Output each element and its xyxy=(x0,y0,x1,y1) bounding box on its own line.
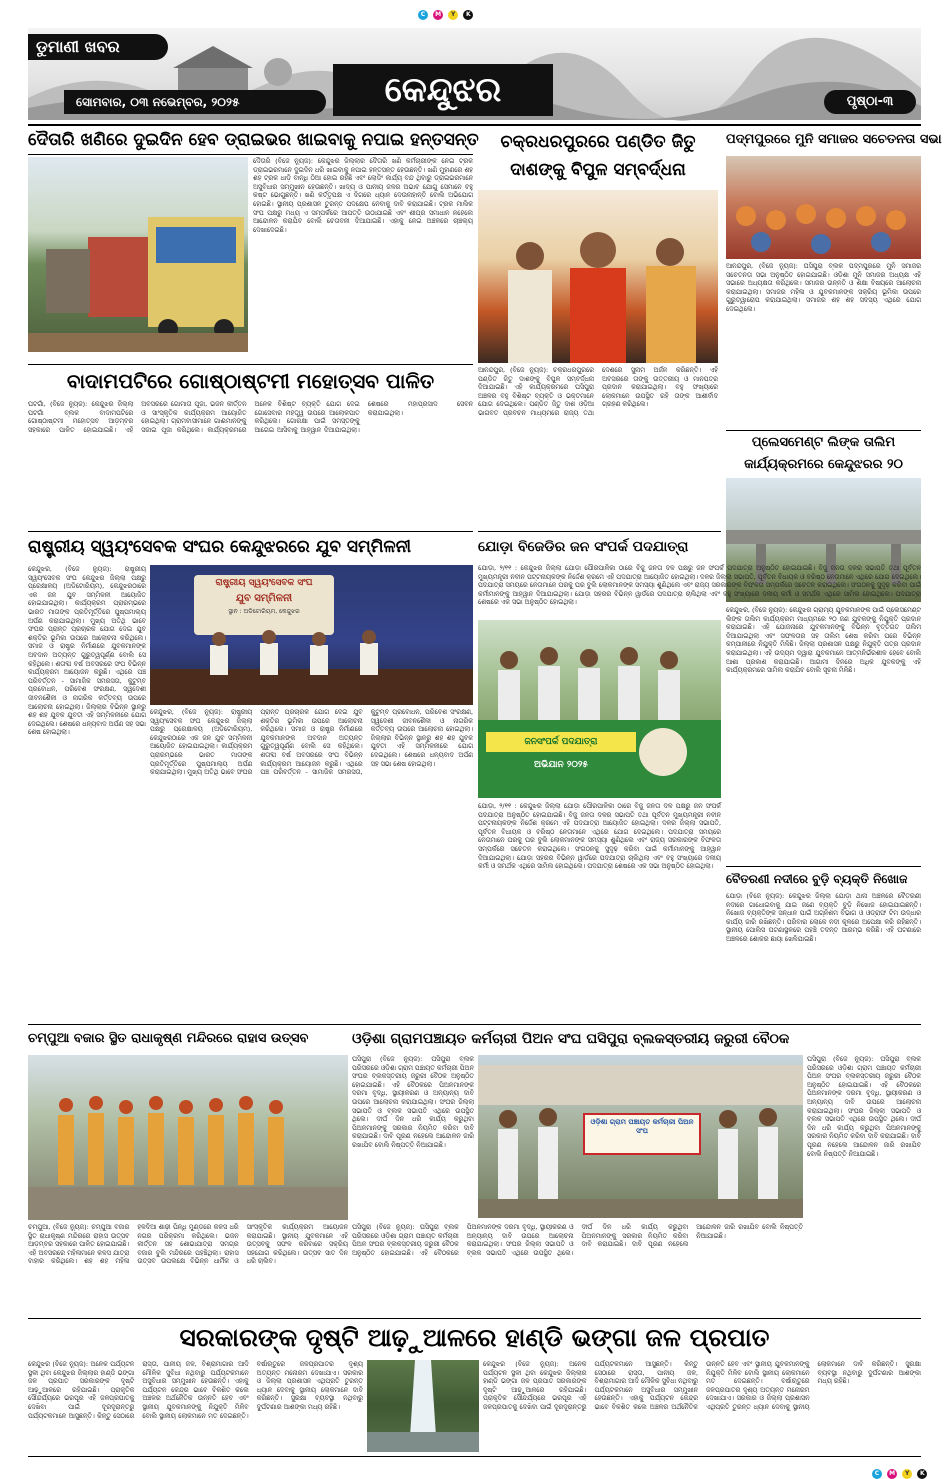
rule-a11-top xyxy=(28,1318,921,1319)
section-title: କେନ୍ଦୁଝର xyxy=(333,64,553,116)
headline-a1: ଦୈତାରି ଖଣିରେ ଦୁଇଦିନ ହେବ ଡ୍ରାଇଭର ଖାଇବାକୁ ନପାଇ ହନ୍ତସନ୍ତ xyxy=(28,130,479,150)
article-a8-body: ଯୋଡ଼ା (ବିଜେ ନ୍ୟୁଜ): କେନ୍ଦୁଝର ଜିଲ୍ଲା ଯୋଡ଼ା ଥାନା ଅଞ୍ଚଳରେ ବୈତରଣୀ ନଦୀରେ ଗାଧୋଇବାକୁ ଯାଇ ଜଣେ ବ୍ୟକ୍ତି ବୁଡ଼ି ନିଖୋଜ ହୋଇଯାଇଛନ୍ତି। ନିଖୋଜ ବ୍ୟକ୍ତିଙ୍କ ସନ୍ଧାନ ପାଇଁ ଅଗ୍ନିଶମ ବିଭାଗ ଓ ଓଡ୍ରାଫ ଟିମ ଉଦ୍ଧାର କାର୍ଯ୍ୟ ଜାରି ରଖିଛନ୍ତି। ପରିବାର ଲୋକେ ନଦୀ କୂଳରେ ଅପେକ୍ଷା କରି ରହିଛନ୍ତି। ସ୍ଥାନୀୟ ପୋଲିସ ଘଟଣାସ୍ଥଳରେ ପହଞ୍ଚି ତଦନ୍ତ ଆରମ୍ଭ କରିଛି। ଏହି ଘଟଣାରେ ଅଞ୍ଚଳରେ ଶୋକର ଛାୟା ଖେଳିଯାଇଛି। xyxy=(726,892,921,943)
cmyk-dot-c: C xyxy=(418,10,428,20)
footer-rule xyxy=(28,1456,921,1457)
cmyk-registration-bottom xyxy=(872,1460,927,1479)
article-a9-body: ଚମ୍ପୁଆ, (ବିଜେ ନ୍ୟୁଜ): ଚମ୍ପୁଆ ବଜାର ସ୍ଥିତ ରାଧାକୃଷ୍ଣ ମନ୍ଦିରରେ ରାହାସ ଉତ୍ସବ ଆଡ଼ମ୍ବର ସହକାରେ ପାଳିତ ହୋଇଯାଇଛି। ଏହି ଅବସରରେ ମହିଳାମାନେ କଳସ ଯାତ୍ରା ବାହାର କରିଥିଲେ। ଶହ ଶହ ମହିଳା ହଳଦିଆ ଶାଢ଼ୀ ପିନ୍ଧି ମୁଣ୍ଡରେ କଳସ ଧରି ନଗର ପରିକ୍ରମା କରିଥିଲେ। ଭଜନ କୀର୍ତ୍ତନ ସହ ଶୋଭାଯାତ୍ରା ସମଗ୍ର ବଜାର ବୁଲି ମନ୍ଦିରରେ ପହଞ୍ଚିଥିଲା। ରାହାସ ଉତ୍ସବ ଉପଲକ୍ଷେ ବିଭିନ୍ନ ଧାର୍ମିକ ଓ ସାଂସ୍କୃତିକ କାର୍ଯ୍ୟକ୍ରମ ଆୟୋଜନ କରାଯାଇଛି। ସ୍ଥାନୀୟ ଯୁବକମାନେ ଏହି ଉତ୍ସବକୁ ସଫଳ କରିବାରେ ସକ୍ରିୟ ସହଯୋଗ କରିଥିଲେ। ଉତ୍ସବ ସାତ ଦିନ ଧରି ଚାଲିବ। xyxy=(28,1223,348,1266)
cmyk-dot-y-bottom: Y xyxy=(902,1469,912,1479)
headline-a4: ବାଦାମପଟିରେ ଗୋଷ୍ଠାଷ୍ଟମୀ ମହୋତ୍ସବ ପାଳିତ xyxy=(66,369,435,393)
rule-a1 xyxy=(28,154,473,155)
article-a10-body-col3: ଘସିପୁରା (ବିଜେ ନ୍ୟୁଜ): ଘସିପୁରା ବ୍ଲକ ପରିସରରେ ଓଡ଼ିଶା ଗ୍ରାମ ପଞ୍ଚାୟତ କର୍ମଚାରୀ ପିଅନ ସଂଘର ବ୍ଲକସ୍ତରୀୟ ଜରୁରୀ ବୈଠକ ଅନୁଷ୍ଠିତ ହୋଇଯାଇଛି। ଏହି ବୈଠକରେ ପିଅନମାନଙ୍କ ଦରମା ବୃଦ୍ଧି, ସ୍ଥାୟୀକରଣ ଓ ଅନ୍ୟାନ୍ୟ ଦାବି ଉପରେ ଆଲୋଚନା କରାଯାଇଥିଲା। ସଂଘର ଜିଲ୍ଲା ସଭାପତି ଓ ବ୍ଲକ ସଭାପତି ଏଥିରେ ଉପସ୍ଥିତ ଥିଲେ। ଦୀର୍ଘ ଦିନ ଧରି କାର୍ଯ୍ୟ କରୁଥିବା ପିଅନମାନଙ୍କୁ ସରକାର ନିୟମିତ କରିବା ଦାବି କରାଯାଇଛି। ଦାବି ପୂରଣ ନହେଲେ ଆନ୍ଦୋଳନ ଜାରି ରଖାଯିବ ବୋଲି ନିଷ୍ପତ୍ତି ନିଆଯାଇଛି। xyxy=(807,1055,921,1158)
headline-a7: ଯୋଡ଼ା ବିଜେଡିର ଜନ ସଂପର୍କ ପଦଯାତ୍ରା xyxy=(478,539,689,555)
peon-union-meeting-photo xyxy=(478,1055,803,1218)
article-a10-body-col1: ଘସିପୁରା (ବିଜେ ନ୍ୟୁଜ): ଘସିପୁରା ବ୍ଲକ ପରିସରରେ ଓଡ଼ିଶା ଗ୍ରାମ ପଞ୍ଚାୟତ କର୍ମଚାରୀ ପିଅନ ସଂଘର ବ୍ଲକସ୍ତରୀୟ ଜରୁରୀ ବୈଠକ ଅନୁଷ୍ଠିତ ହୋଇଯାଇଛି। ଏହି ବୈଠକରେ ପିଅନମାନଙ୍କ ଦରମା ବୃଦ୍ଧି, ସ୍ଥାୟୀକରଣ ଓ ଅନ୍ୟାନ୍ୟ ଦାବି ଉପରେ ଆଲୋଚନା କରାଯାଇଥିଲା। ସଂଘର ଜିଲ୍ଲା ସଭାପତି ଓ ବ୍ଲକ ସଭାପତି ଏଥିରେ ଉପସ୍ଥିତ ଥିଲେ। ଦୀର୍ଘ ଦିନ ଧରି କାର୍ଯ୍ୟ କରୁଥିବା ପିଅନମାନଙ୍କୁ ସରକାର ନିୟମିତ କରିବା ଦାବି କରାଯାଇଛି। ଦାବି ପୂରଣ ନହେଲେ ଆନ୍ଦୋଳନ ଜାରି ରଖାଯିବ ବୋଲି ନିଷ୍ପତ୍ତି ନିଆଯାଇଛି। xyxy=(352,1055,474,1149)
article-a5-body: କେନ୍ଦୁଝର, (ବିଜେ ନ୍ୟୁଜ): କେନ୍ଦୁଝର ଗ୍ରାମ୍ୟ ଯୁବକମାନଙ୍କ ପାଇଁ ପ୍ଲେସମେଣ୍ଟ ଲିଙ୍କ ତାଲିମ କାର୍ଯ୍ୟକ୍ରମ ମାଧ୍ୟମରେ ୨୦ ଜଣ ଯୁବକଙ୍କୁ ନିଯୁକ୍ତି ପ୍ରଦାନ କରାଯାଇଛି। ଏହି ଯୋଜନାରେ ଯୁବକମାନଙ୍କୁ ବିଭିନ୍ନ ବୃତ୍ତିଗତ ତାଲିମ ଦିଆଯାଇଥିଲା ଏବଂ ସଫଳତାର ସହ ତାଲିମ ଶେଷ କରିବା ପରେ ବିଭିନ୍ନ କମ୍ପାନୀରେ ନିଯୁକ୍ତି ମିଳିଛି। ଜିଲ୍ଲା ପ୍ରଶାସନ ପକ୍ଷରୁ ନିଯୁକ୍ତି ପତ୍ର ପ୍ରଦାନ କରାଯାଇଥିଲା। ଏହି ଉଦ୍ୟମ ଦ୍ୱାରା ଯୁବକମାନେ ଆତ୍ମନିର୍ଭରଶୀଳ ହେବେ ବୋଲି ଆଶା ପ୍ରକାଶ କରାଯାଇଛି। ଆଗାମୀ ଦିନରେ ଅଧିକ ଯୁବକଙ୍କୁ ଏହି କାର୍ଯ୍ୟକ୍ରମରେ ସାମିଲ କରାଯିବ ବୋଲି ସୂଚନା ମିଳିଛି। xyxy=(726,606,921,675)
article-a6-body-col1: କେନ୍ଦୁଝର, (ବିଜେ ନ୍ୟୁଜ): ରାଷ୍ଟ୍ରୀୟ ସ୍ୱୟଂସେବକ ସଂଘ କେନ୍ଦୁଝର ଜିଲ୍ଲା ପକ୍ଷରୁ ପ୍ରେକ୍ଷାଳୟ (ଅଡିଟୋରିୟମ), କେନ୍ଦୁଝରଠାରେ ଏକ ଜନ ଯୁବ ସମ୍ମିଳନୀ ଆୟୋଜିତ ହୋଇଯାଇଥିଲା। କାର୍ଯ୍ୟକ୍ରମ ପ୍ରାରମ୍ଭରେ ଭାରତ ମାତାଙ୍କ ପ୍ରତିମୂର୍ତ୍ତିରେ ପୁଷ୍ପମାଲ୍ୟ ଅର୍ପଣ କରାଯାଇଥିଲା। ମୁଖ୍ୟ ଅତିଥି ଭାବେ ସଂଘର ପ୍ରାନ୍ତ ପ୍ରଚାରକ ଯୋଗ ଦେଇ ଯୁବ ଶକ୍ତିର ଭୂମିକା ଉପରେ ଆଲୋଚନା କରିଥିଲେ। ସମାଜ ଓ ରାଷ୍ଟ୍ର ନିର୍ମାଣରେ ଯୁବକମାନଙ୍କ ଅବଦାନ ଅତ୍ୟନ୍ତ ଗୁରୁତ୍ୱପୂର୍ଣ୍ଣ ବୋଲି ସେ କହିଥିଲେ। ଶତାବ୍ଦୀ ବର୍ଷ ଅବସରରେ ସଂଘ ବିଭିନ୍ନ କାର୍ଯ୍ୟକ୍ରମ ଆୟୋଜନ କରୁଛି। ଏଥିରେ ପଞ୍ଚ ପରିବର୍ତ୍ତନ - ସାମାଜିକ ସମରସତା, କୁଟୁମ୍ବ ପ୍ରବୋଧନ, ପରିବେଶ ସଂରକ୍ଷଣ, ସ୍ୱଦେଶୀ ଜୀବନଶୈଳୀ ଓ ନାଗରିକ କର୍ତ୍ତବ୍ୟ ଉପରେ ଆଲୋଚନା ହୋଇଥିଲା। ଜିଲ୍ଲାର ବିଭିନ୍ନ ସ୍ଥାନରୁ ଶହ ଶହ ଯୁବକ ଯୁବତୀ ଏହି ସମ୍ମିଳନୀରେ ଯୋଗ ଦେଇଥିଲେ। ଶେଷରେ ଧନ୍ୟବାଦ ଅର୍ପଣ ସହ ସଭା ଶେଷ ହୋଇଥିଲା। xyxy=(28,565,146,737)
rule-a5-top xyxy=(726,430,921,431)
padayatra-banner-sub: ଅଭିଯାନ ୨୦୨୫ xyxy=(534,760,588,770)
peon-union-banner: ଓଡ଼ିଶା ଗ୍ରାମ ପଞ୍ଚାୟତ କର୍ମଚାରୀ ପିଅନ ସଂଘ xyxy=(583,1113,701,1155)
article-a3-body: ଆନନ୍ଦପୁର, (ବିଜେ ନ୍ୟୁଜ): ଘସିପୁରା ବ୍ଲକ ପଦ୍ମପୁରରେ ମୁନି ସମାଜର ସଚେତନତା ସଭା ଅନୁଷ୍ଠିତ ହୋଇଯାଇଛି। ଓଡ଼ିଶା ମୁନି ସମାଜର ଅଧ୍ୟକ୍ଷ ଏହି ସଭାରେ ଅଧ୍ୟକ୍ଷତା କରିଥିଲେ। ସମାଜର ଉନ୍ନତି ଓ ଶିକ୍ଷା ବିଷୟରେ ଆଲୋଚନା କରାଯାଇଥିଲା। ସମାଜର ମହିଳା ଓ ଯୁବକମାନଙ୍କ ସକ୍ରିୟ ଭୂମିକା ଉପରେ ଗୁରୁତ୍ୱାରୋପ କରାଯାଇଥିଲା। ସମାଜର ଶହ ଶହ ସଦସ୍ୟ ଏଥିରେ ଯୋଗ ଦେଇଥିଲେ। xyxy=(726,262,921,313)
headline-a10: ଓଡ଼ିଶା ଗ୍ରାମପଞ୍ଚାୟତ କର୍ମଚାରୀ ପିଅନ ସଂଘ ଘସିପୁରା ବ୍ଲକସ୍ତରୀୟ ଜରୁରୀ ବୈଠକ xyxy=(352,1031,790,1047)
muni-samaj-meeting-photo xyxy=(726,156,921,259)
brand-title: ଡୁମାଣୀ ଖବର xyxy=(28,34,168,60)
masthead xyxy=(28,28,921,120)
felicitation-photo xyxy=(478,190,718,363)
padayatra-photo xyxy=(478,620,721,798)
article-a7-intro: ଯୋଡ଼ା, ୨/୧୧ : କେନ୍ଦୁଝର ଜିଲ୍ଲା ଯୋଡ଼ା ପୌରପାଳିକା ଠାରେ ବିଜୁ ଜନତା ଦଳ ପକ୍ଷରୁ ଜନ ସଂପର୍କ ପଦଯାତ୍ରା ଅନୁଷ୍ଠିତ ହୋଇଯାଇଛି। ବିଜୁ ଜନତା ଦଳର ସଭାପତି ତଥା ପୂର୍ବତନ ମୁଖ୍ୟମନ୍ତ୍ରୀ ନବୀନ ପଟ୍ଟନାୟକଙ୍କ ନିର୍ଦ୍ଦେଶ କ୍ରମେ ଏହି ପଦଯାତ୍ରା ଆୟୋଜିତ ହୋଇଥିଲା। ଦଳର ଜିଲ୍ଲା ସଭାପତି, ପୂର୍ବତନ ବିଧାୟକ ଓ ବରିଷ୍ଠ ନେତାମାନେ ଏଥିରେ ଯୋଗ ଦେଇଥିଲେ। ପଦଯାତ୍ରା ସମୟରେ ନେତାମାନେ ଘରକୁ ଘର ବୁଲି ଲୋକମାନଙ୍କ ସମସ୍ୟା ଶୁଣିଥିଲେ ଏବଂ ରାଜ୍ୟ ସରକାରଙ୍କ ବିଫଳତା ସମ୍ପର୍କରେ ସଚେତନ କରାଇଥିଲେ। ସଂଗଠନକୁ ସୁଦୃଢ଼ କରିବା ପାଇଁ କର୍ମୀମାନଙ୍କୁ ଆହ୍ୱାନ ଦିଆଯାଇଥିଲା। ଯୋଡ଼ା ସହରର ବିଭିନ୍ନ ୱାର୍ଡରେ ପଦଯାତ୍ରା ଚାଲିଥିଲା ଏବଂ ବହୁ ସଂଖ୍ୟାରେ ଦଳୀୟ କର୍ମୀ ଓ ସମର୍ଥକ ଏଥିରେ ସାମିଲ ହୋଇଥିଲେ। ପଦଯାତ୍ରା ଶେଷରେ ଏକ ସଭା ଅନୁଷ୍ଠିତ ହୋଇଥିଲା। xyxy=(478,564,921,607)
waterfall-photo xyxy=(367,1360,479,1452)
convention-banner-line2: ଯୁବ ସମ୍ମିଳନୀ xyxy=(235,593,293,604)
cmyk-dot-k-bottom: K xyxy=(917,1469,927,1479)
article-a4-body: ଘଟଗାଁ, (ବିଜେ ନ୍ୟୁଜ): କେନ୍ଦୁଝର ଜିଲ୍ଲା ଘଟଗାଁ ବ୍ଲକ ବାଦାମପଟିରେ ଗୋଷ୍ଠାଷ୍ଟମୀ ମହୋତ୍ସବ ଆଡ଼ମ୍ବର ସହକାରେ ପାଳିତ ହୋଇଯାଇଛି। ଏହି ଅବସରରେ ଗୋମାତା ପୂଜା, ଭଜନ କୀର୍ତ୍ତନ ଓ ସାଂସ୍କୃତିକ କାର୍ଯ୍ୟକ୍ରମ ଆୟୋଜିତ ହୋଇଥିଲା। ଗ୍ରାମବାସୀମାନେ ଗାଈମାନଙ୍କୁ ସଜାଇ ପୂଜା କରିଥିଲେ। କାର୍ଯ୍ୟକ୍ରମରେ ଅନେକ ବିଶିଷ୍ଟ ବ୍ୟକ୍ତି ଯୋଗ ଦେଇ ଗୋସେବାର ମହତ୍ତ୍ୱ ଉପରେ ଆଲୋକପାତ କରିଥିଲେ। ଗୋରକ୍ଷା ପାଇଁ ସମସ୍ତଙ୍କୁ ଆଗେଇ ଆସିବାକୁ ଆହ୍ୱାନ ଦିଆଯାଇଥିଲା। ଶେଷରେ ମହାପ୍ରସାଦ ସେବନ କରାଯାଇଥିଲା। xyxy=(28,400,473,434)
truck-queue-photo xyxy=(28,157,248,352)
rule-a8-top xyxy=(726,866,921,867)
headline-a9: ଚମ୍ପୁଆ ବଜାର ସ୍ଥିତ ରାଧାକୃଷ୍ଣ ମନ୍ଦିରରେ ରାହାସ ଉତ୍ସବ xyxy=(28,1031,309,1046)
cmyk-dot-y: Y xyxy=(448,10,458,20)
headline-a6: ରାଷ୍ଟ୍ରୀୟ ସ୍ୱୟଂସେବକ ସଂଘର କେନ୍ଦୁଝରରେ ଯୁବ ସମ୍ମିଳନୀ xyxy=(28,537,412,557)
masthead-divider xyxy=(28,124,921,126)
issue-date: ସୋମବାର, ୦୩ ନଭେମ୍ବର, ୨୦୨୫ xyxy=(64,90,326,114)
rule-a4-top xyxy=(28,364,473,365)
article-a11-body-left: କେନ୍ଦୁଝର (ବିଜେ ନ୍ୟୁଜ): ଅନେକ ପର୍ଯ୍ୟଟନ ସ୍ଥଳୀ ଥିବା କେନ୍ଦୁଝର ଜିଲ୍ଲାର ହାଣ୍ଡି ଭଙ୍ଗା ଜଳ ପ୍ରପାତ ସରକାରଙ୍କ ଦୃଷ୍ଟି ଆଢ଼ୁଆଳରେ ରହିଯାଇଛି। ପ୍ରାକୃତିକ ସୌନ୍ଦର୍ଯ୍ୟରେ ଭରପୂର ଏହି ଜଳପ୍ରପାତକୁ ଦେଖିବା ପାଇଁ ଦୂରଦୂରାନ୍ତରୁ ପର୍ଯ୍ୟଟକମାନେ ଆସୁଛନ୍ତି। କିନ୍ତୁ ସେଠାରେ ରାସ୍ତା, ପାନୀୟ ଜଳ, ବିଶ୍ରାମାଗାର ଆଦି ମୌଳିକ ସୁବିଧା ନଥିବାରୁ ପର୍ଯ୍ୟଟକମାନେ ଅସୁବିଧାର ସମ୍ମୁଖୀନ ହେଉଛନ୍ତି। ଏହାକୁ ପର୍ଯ୍ୟଟନ କେନ୍ଦ୍ର ଭାବେ ବିକଶିତ କଲେ ଅଞ୍ଚଳର ଅର୍ଥନୈତିକ ଉନ୍ନତି ହେବ ଏବଂ ସ୍ଥାନୀୟ ଯୁବକମାନଙ୍କୁ ନିଯୁକ୍ତି ମିଳିବ ବୋଲି ସ୍ଥାନୀୟ ଲୋକମାନେ ମତ ଦେଇଛନ୍ତି। ବର୍ଷାଋତୁରେ ଜଳପ୍ରପାତର ଦୃଶ୍ୟ ଅତ୍ୟନ୍ତ ମନୋରମ ଦେଖାଯାଏ। ସରକାର ଓ ଜିଲ୍ଲା ପ୍ରଶାସନ ଏଥିପ୍ରତି ତୁରନ୍ତ ଧ୍ୟାନ ଦେବାକୁ ସ୍ଥାନୀୟ ଲୋକମାନେ ଦାବି କରିଛନ୍ତି। ସୁରକ୍ଷା ବ୍ୟବସ୍ଥା ନଥିବାରୁ ଦୁର୍ଘଟଣାର ଆଶଙ୍କା ମଧ୍ୟ ରହିଛି। xyxy=(28,1360,363,1420)
cmyk-dot-m-bottom: M xyxy=(887,1469,897,1479)
rahas-procession-photo xyxy=(28,1055,348,1220)
convention-banner-line3: ସ୍ଥାନ : ଅଡିଟୋରିୟମ, କେନ୍ଦୁଝର xyxy=(228,608,300,615)
rule-a6-top xyxy=(28,531,473,532)
article-a6-body-col2: କେନ୍ଦୁଝର, (ବିଜେ ନ୍ୟୁଜ): ରାଷ୍ଟ୍ରୀୟ ସ୍ୱୟଂସେବକ ସଂଘ କେନ୍ଦୁଝର ଜିଲ୍ଲା ପକ୍ଷରୁ ପ୍ରେକ୍ଷାଳୟ (ଅଡିଟୋରିୟମ), କେନ୍ଦୁଝରଠାରେ ଏକ ଜନ ଯୁବ ସମ୍ମିଳନୀ ଆୟୋଜିତ ହୋଇଯାଇଥିଲା। କାର୍ଯ୍ୟକ୍ରମ ପ୍ରାରମ୍ଭରେ ଭାରତ ମାତାଙ୍କ ପ୍ରତିମୂର୍ତ୍ତିରେ ପୁଷ୍ପମାଲ୍ୟ ଅର୍ପଣ କରାଯାଇଥିଲା। ମୁଖ୍ୟ ଅତିଥି ଭାବେ ସଂଘର ପ୍ରାନ୍ତ ପ୍ରଚାରକ ଯୋଗ ଦେଇ ଯୁବ ଶକ୍ତିର ଭୂମିକା ଉପରେ ଆଲୋଚନା କରିଥିଲେ। ସମାଜ ଓ ରାଷ୍ଟ୍ର ନିର୍ମାଣରେ ଯୁବକମାନଙ୍କ ଅବଦାନ ଅତ୍ୟନ୍ତ ଗୁରୁତ୍ୱପୂର୍ଣ୍ଣ ବୋଲି ସେ କହିଥିଲେ। ଶତାବ୍ଦୀ ବର୍ଷ ଅବସରରେ ସଂଘ ବିଭିନ୍ନ କାର୍ଯ୍ୟକ୍ରମ ଆୟୋଜନ କରୁଛି। ଏଥିରେ ପଞ୍ଚ ପରିବର୍ତ୍ତନ - ସାମାଜିକ ସମରସତା, କୁଟୁମ୍ବ ପ୍ରବୋଧନ, ପରିବେଶ ସଂରକ୍ଷଣ, ସ୍ୱଦେଶୀ ଜୀବନଶୈଳୀ ଓ ନାଗରିକ କର୍ତ୍ତବ୍ୟ ଉପରେ ଆଲୋଚନା ହୋଇଥିଲା। ଜିଲ୍ଲାର ବିଭିନ୍ନ ସ୍ଥାନରୁ ଶହ ଶହ ଯୁବକ ଯୁବତୀ ଏହି ସମ୍ମିଳନୀରେ ଯୋଗ ଦେଇଥିଲେ। ଶେଷରେ ଧନ୍ୟବାଦ ଅର୍ପଣ ସହ ସଭା ଶେଷ ହୋଇଥିଲା। xyxy=(150,708,473,777)
page-number: ପୃଷ୍ଠା-୩ xyxy=(824,90,916,114)
cmyk-registration-top xyxy=(418,1,473,20)
headline-a11: ସରକାରଙ୍କ ଦୃଷ୍ଟି ଆଢ଼ୁଆଳରେ ହାଣ୍ଡି ଭଙ୍ଗା ଜଳ ପ୍ରପାତ xyxy=(179,1323,770,1352)
rule-a7-top xyxy=(478,531,721,532)
cmyk-dot-k: K xyxy=(463,10,473,20)
rule-row3-top xyxy=(28,1024,921,1025)
convention-banner-line1: ରାଷ୍ଟ୍ରୀୟ ସ୍ୱୟଂସେବକ ସଂଘ xyxy=(215,578,313,588)
padayatra-banner-title: ଜନସଂପର୍କ ପଦଯାତ୍ରା xyxy=(486,732,636,752)
headline-a2: ଚକ୍ରଧରପୁରରେ ପଣ୍ଡିତ ଜିତୁ ଦାଶଙ୍କୁ ବିପୁଳ ସମ୍ବର୍ଦ୍ଧନା xyxy=(500,132,696,180)
article-a1-body: ଦୈତାରି (ବିଜେ ନ୍ୟୁଜ): କେନ୍ଦୁଝର ଜିଲ୍ଲାର ଦୈତାରି ଖଣି କର୍ମଚାରୀଙ୍କ ନେଇ ଟ୍ରକ ଡ୍ରାଇଭରମାନେ ଦୁଇଦିନ ଧରି ଖାଇବାକୁ ନପାଇ ହନ୍ତସନ୍ତ ହେଉଛନ୍ତି। ଖଣି ମୁହାଣରେ ଶହ ଶହ ଟ୍ରକ ଧାଡ଼ି ବାନ୍ଧି ଠିଆ ହୋଇ ରହିଛି ଏବଂ ଲୋଡିଂ କାର୍ଯ୍ୟ ବନ୍ଦ ଥିବାରୁ ଡ୍ରାଇଭରମାନେ ଅସୁବିଧାର ସମ୍ମୁଖୀନ ହେଉଛନ୍ତି। ଖାଦ୍ୟ ଓ ପାନୀୟ ଜଳର ଅଭାବ ଯୋଗୁ ସେମାନେ ବହୁ କଷ୍ଟ ଭୋଗୁଛନ୍ତି। ଖଣି କର୍ତ୍ତୃପକ୍ଷ ଏ ଦିଗରେ ଧ୍ୟାନ ଦେଉନାହାନ୍ତି ବୋଲି ଅଭିଯୋଗ ହୋଇଛି। ସ୍ଥାନୀୟ ପ୍ରଶାସନ ତୁରନ୍ତ ପଦକ୍ଷେପ ନେବାକୁ ଦାବି କରାଯାଇଛି। ଟ୍ରକ ମାଲିକ ସଂଘ ପକ୍ଷରୁ ମଧ୍ୟ ଏ ସମ୍ପର୍କରେ ଆପତ୍ତି ଉଠାଯାଇଛି ଏବଂ ଶୀଘ୍ର ସମାଧାନ ନହେଲେ ଆନ୍ଦୋଳନ କରାଯିବ ବୋଲି ଚେତାବନୀ ଦିଆଯାଇଛି। ଏହାକୁ ନେଇ ଅଞ୍ଚଳରେ ଚାଞ୍ଚଲ୍ୟ ଦେଖାଦେଇଛି। xyxy=(253,157,473,234)
headline-a3: ପଦ୍ମପୁରରେ ମୁନି ସମାଜର ସଚେତନତା ସଭା xyxy=(726,132,942,147)
cmyk-dot-m: M xyxy=(433,10,443,20)
cmyk-dot-c-bottom: C xyxy=(872,1469,882,1479)
article-a2-body: ଆନନ୍ଦପୁର, (ବିଜେ ନ୍ୟୁଜ): ଚକ୍ରଧରପୁରରେ ପଣ୍ଡିତ ଜିତୁ ଦାଶଙ୍କୁ ବିପୁଳ ସମ୍ବର୍ଦ୍ଧନା ଦିଆଯାଇଛି। ଏହି କାର୍ଯ୍ୟକ୍ରମରେ ଘସିପୁରା ଅଞ୍ଚଳର ବହୁ ବିଶିଷ୍ଟ ବ୍ୟକ୍ତି ଓ ଭକ୍ତମାନେ ଯୋଗ ଦେଇଥିଲେ। ପଣ୍ଡିତ ଜିତୁ ଦାଶ ଓଡ଼ିଆ ଭାଗବତ ପ୍ରବଚନ ମାଧ୍ୟମରେ ରାଜ୍ୟ ତଥା ଦେଶରେ ସୁନାମ ଅର୍ଜନ କରିଛନ୍ତି। ଏହି ଅବସରରେ ତାଙ୍କୁ ଉତ୍ତରୀୟ ଓ ମାନପତ୍ର ପ୍ରଦାନ କରାଯାଇଥିଲା। ବହୁ ସଂଖ୍ୟାରେ ଲୋକମାନେ ଉପସ୍ଥିତ ରହି ତାଙ୍କ ଆଶୀର୍ବାଦ ଗ୍ରହଣ କରିଥିଲେ। xyxy=(478,366,718,417)
article-a10-body: ଘସିପୁରା (ବିଜେ ନ୍ୟୁଜ): ଘସିପୁରା ବ୍ଲକ ପରିସରରେ ଓଡ଼ିଶା ଗ୍ରାମ ପଞ୍ଚାୟତ କର୍ମଚାରୀ ପିଅନ ସଂଘର ବ୍ଲକସ୍ତରୀୟ ଜରୁରୀ ବୈଠକ ଅନୁଷ୍ଠିତ ହୋଇଯାଇଛି। ଏହି ବୈଠକରେ ପିଅନମାନଙ୍କ ଦରମା ବୃଦ୍ଧି, ସ୍ଥାୟୀକରଣ ଓ ଅନ୍ୟାନ୍ୟ ଦାବି ଉପରେ ଆଲୋଚନା କରାଯାଇଥିଲା। ସଂଘର ଜିଲ୍ଲା ସଭାପତି ଓ ବ୍ଲକ ସଭାପତି ଏଥିରେ ଉପସ୍ଥିତ ଥିଲେ। ଦୀର୍ଘ ଦିନ ଧରି କାର୍ଯ୍ୟ କରୁଥିବା ପିଅନମାନଙ୍କୁ ସରକାର ନିୟମିତ କରିବା ଦାବି କରାଯାଇଛି। ଦାବି ପୂରଣ ନହେଲେ ଆନ୍ଦୋଳନ ଜାରି ରଖାଯିବ ବୋଲି ନିଷ୍ପତ୍ତି ନିଆଯାଇଛି। xyxy=(352,1223,803,1257)
headline-a8: ବୈତରଣୀ ନଦୀରେ ବୁଡ଼ି ବ୍ୟକ୍ତି ନିଖୋଜ xyxy=(726,872,908,886)
article-a11-body-right: କେନ୍ଦୁଝର (ବିଜେ ନ୍ୟୁଜ): ଅନେକ ପର୍ଯ୍ୟଟନ ସ୍ଥଳୀ ଥିବା କେନ୍ଦୁଝର ଜିଲ୍ଲାର ହାଣ୍ଡି ଭଙ୍ଗା ଜଳ ପ୍ରପାତ ସରକାରଙ୍କ ଦୃଷ୍ଟି ଆଢ଼ୁଆଳରେ ରହିଯାଇଛି। ପ୍ରାକୃତିକ ସୌନ୍ଦର୍ଯ୍ୟରେ ଭରପୂର ଏହି ଜଳପ୍ରପାତକୁ ଦେଖିବା ପାଇଁ ଦୂରଦୂରାନ୍ତରୁ ପର୍ଯ୍ୟଟକମାନେ ଆସୁଛନ୍ତି। କିନ୍ତୁ ସେଠାରେ ରାସ୍ତା, ପାନୀୟ ଜଳ, ବିଶ୍ରାମାଗାର ଆଦି ମୌଳିକ ସୁବିଧା ନଥିବାରୁ ପର୍ଯ୍ୟଟକମାନେ ଅସୁବିଧାର ସମ୍ମୁଖୀନ ହେଉଛନ୍ତି। ଏହାକୁ ପର୍ଯ୍ୟଟନ କେନ୍ଦ୍ର ଭାବେ ବିକଶିତ କଲେ ଅଞ୍ଚଳର ଅର୍ଥନୈତିକ ଉନ୍ନତି ହେବ ଏବଂ ସ୍ଥାନୀୟ ଯୁବକମାନଙ୍କୁ ନିଯୁକ୍ତି ମିଳିବ ବୋଲି ସ୍ଥାନୀୟ ଲୋକମାନେ ମତ ଦେଇଛନ୍ତି। ବର୍ଷାଋତୁରେ ଜଳପ୍ରପାତର ଦୃଶ୍ୟ ଅତ୍ୟନ୍ତ ମନୋରମ ଦେଖାଯାଏ। ସରକାର ଓ ଜିଲ୍ଲା ପ୍ରଶାସନ ଏଥିପ୍ରତି ତୁରନ୍ତ ଧ୍ୟାନ ଦେବାକୁ ସ୍ଥାନୀୟ ଲୋକମାନେ ଦାବି କରିଛନ୍ତି। ସୁରକ୍ଷା ବ୍ୟବସ୍ଥା ନଥିବାରୁ ଦୁର୍ଘଟଣାର ଆଶଙ୍କା ମଧ୍ୟ ରହିଛି। xyxy=(483,1360,921,1411)
article-a7-body: ଯୋଡ଼ା, ୨/୧୧ : କେନ୍ଦୁଝର ଜିଲ୍ଲା ଯୋଡ଼ା ପୌରପାଳିକା ଠାରେ ବିଜୁ ଜନତା ଦଳ ପକ୍ଷରୁ ଜନ ସଂପର୍କ ପଦଯାତ୍ରା ଅନୁଷ୍ଠିତ ହୋଇଯାଇଛି। ବିଜୁ ଜନତା ଦଳର ସଭାପତି ତଥା ପୂର୍ବତନ ମୁଖ୍ୟମନ୍ତ୍ରୀ ନବୀନ ପଟ୍ଟନାୟକଙ୍କ ନିର୍ଦ୍ଦେଶ କ୍ରମେ ଏହି ପଦଯାତ୍ରା ଆୟୋଜିତ ହୋଇଥିଲା। ଦଳର ଜିଲ୍ଲା ସଭାପତି, ପୂର୍ବତନ ବିଧାୟକ ଓ ବରିଷ୍ଠ ନେତାମାନେ ଏଥିରେ ଯୋଗ ଦେଇଥିଲେ। ପଦଯାତ୍ରା ସମୟରେ ନେତାମାନେ ଘରକୁ ଘର ବୁଲି ଲୋକମାନଙ୍କ ସମସ୍ୟା ଶୁଣିଥିଲେ ଏବଂ ରାଜ୍ୟ ସରକାରଙ୍କ ବିଫଳତା ସମ୍ପର୍କରେ ସଚେତନ କରାଇଥିଲେ। ସଂଗଠନକୁ ସୁଦୃଢ଼ କରିବା ପାଇଁ କର୍ମୀମାନଙ୍କୁ ଆହ୍ୱାନ ଦିଆଯାଇଥିଲା। ଯୋଡ଼ା ସହରର ବିଭିନ୍ନ ୱାର୍ଡରେ ପଦଯାତ୍ରା ଚାଲିଥିଲା ଏବଂ ବହୁ ସଂଖ୍ୟାରେ ଦଳୀୟ କର୍ମୀ ଓ ସମର୍ଥକ ଏଥିରେ ସାମିଲ ହୋଇଥିଲେ। ପଦଯାତ୍ରା ଶେଷରେ ଏକ ସଭା ଅନୁଷ୍ଠିତ ହୋଇଥିଲା। xyxy=(478,802,721,871)
headline-a5: ପ୍ଲେସମେଣ୍ଟ ଲିଙ୍କ ତାଲିମ କାର୍ଯ୍ୟକ୍ରମରେ କେନ୍ଦୁଝରର ୨୦ xyxy=(744,435,903,472)
youth-convention-stage-photo xyxy=(150,565,473,705)
